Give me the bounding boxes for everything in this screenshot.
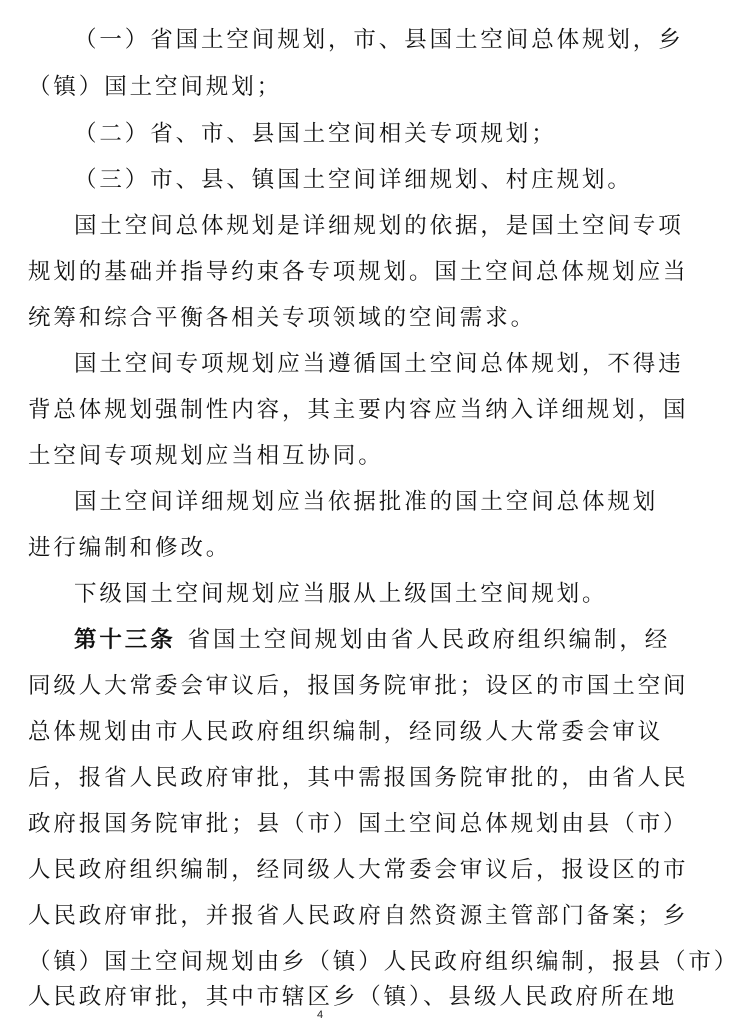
text-line (74, 620, 671, 660)
text-line: 总体规划由市人民政府组织编制，经同级人大常委会审议 (28, 719, 664, 745)
text-line: 规划的基础并指导约束各专项规划。国土空间总体规划应当 (28, 259, 689, 285)
text-line: 人民政府审批，并报省人民政府自然资源主管部门备案；乡 (28, 903, 689, 929)
text-line-last: 人民政府审批，其中市辖区乡（镇）、县级人民政府所在地 (28, 984, 678, 1010)
text-line: 进行编制和修改。 (28, 535, 232, 561)
text-line: 后，报省人民政府审批，其中需报国务院审批的，由省人民 (28, 765, 689, 791)
text-line: （镇）国土空间规划由乡（镇）人民政府组织编制，报县（市） (28, 949, 739, 975)
text-line: 土空间专项规划应当相互协同。 (28, 443, 384, 469)
text-line: 国土空间总体规划是详细规划的依据，是国土空间专项 (74, 213, 684, 239)
text-line: 国土空间详细规划应当依据批准的国土空间总体规划 (74, 489, 659, 515)
text-line: 下级国土空间规划应当服从上级国土空间规划。 (74, 581, 608, 607)
text-line: 背总体规划强制性内容，其主要内容应当纳入详细规划，国 (28, 397, 689, 423)
text-line: 政府报国务院审批；县（市）国土空间总体规划由县（市） (28, 811, 689, 837)
text-line: 人民政府组织编制，经同级人大常委会审议后，报设区的市 (28, 857, 689, 883)
text-line: 同级人大常委会审议后，报国务院审批；设区的市国土空间 (28, 673, 689, 699)
page-number: 4 (316, 1009, 324, 1021)
text-line: 国土空间专项规划应当遵循国土空间总体规划，不得违 (74, 351, 684, 377)
text-line: （三）市、县、镇国土空间详细规划、村庄规划。 (74, 167, 633, 193)
article-label: 第十三条 (74, 627, 176, 653)
text-line: （镇）国土空间规划； (28, 74, 283, 100)
article-text: 省国土空间规划由省人民政府组织编制，经 (187, 627, 671, 653)
text-line: 统筹和综合平衡各相关专项领域的空间需求。 (28, 305, 537, 331)
text-line: （一）省国土空间规划，市、县国土空间总体规划，乡 (74, 27, 684, 53)
text-line: （二）省、市、县国土空间相关专项规划； (74, 121, 557, 147)
